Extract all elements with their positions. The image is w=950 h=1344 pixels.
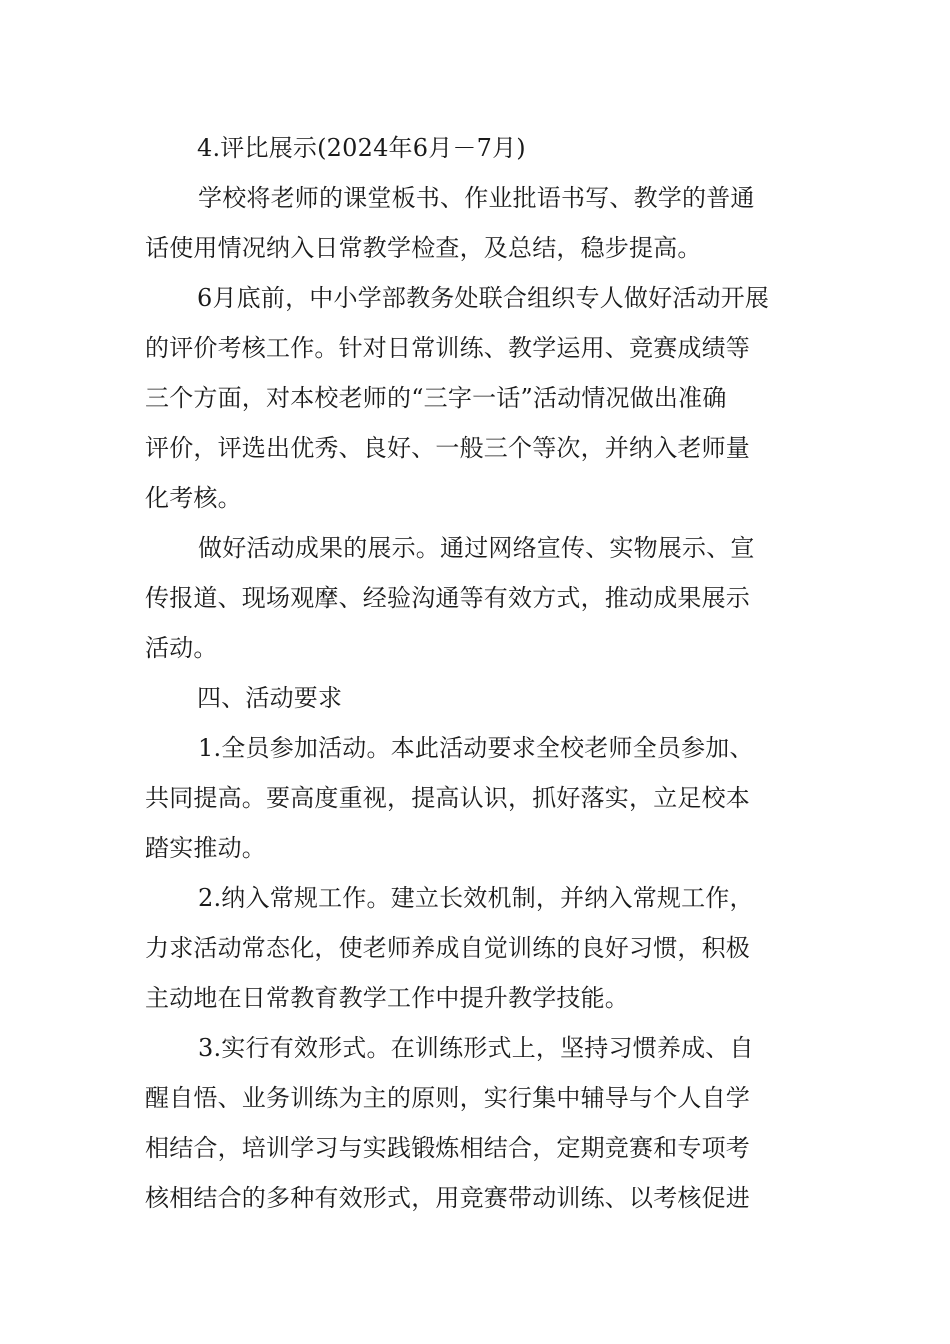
paragraph-line: 学校将老师的课堂板书、作业批语书写、教学的普通 xyxy=(198,184,755,212)
paragraph-line: 评价，评选出优秀、良好、一般三个等次，并纳入老师量 xyxy=(145,434,750,462)
paragraph-line: 三个方面，对本校老师的“三字一话”活动情况做出准确 xyxy=(145,384,727,412)
section-heading-evaluation: 4.评比展示(2024年6月－7月) xyxy=(197,134,526,162)
paragraph-line: 醒自悟、业务训练为主的原则，实行集中辅导与个人自学 xyxy=(145,1084,750,1112)
section-heading-requirements: 四、活动要求 xyxy=(197,684,343,712)
paragraph-line: 核相结合的多种有效形式，用竞赛带动训练、以考核促进 xyxy=(145,1184,750,1212)
paragraph-line: 1.全员参加活动。本此活动要求全校老师全员参加、 xyxy=(198,734,754,762)
paragraph-line: 的评价考核工作。针对日常训练、教学运用、竞赛成绩等 xyxy=(145,334,750,362)
paragraph-line: 传报道、现场观摩、经验沟通等有效方式，推动成果展示 xyxy=(145,584,750,612)
paragraph-line: 2.纳入常规工作。建立长效机制，并纳入常规工作， xyxy=(198,884,754,912)
paragraph-line: 3.实行有效形式。在训练形式上，坚持习惯养成、自 xyxy=(198,1034,754,1062)
paragraph-line: 主动地在日常教育教学工作中提升教学技能。 xyxy=(145,984,629,1012)
paragraph-line: 力求活动常态化，使老师养成自觉训练的良好习惯，积极 xyxy=(145,934,750,962)
paragraph-line: 踏实推动。 xyxy=(145,834,266,862)
paragraph-line: 共同提高。要高度重视，提高认识，抓好落实，立足校本 xyxy=(145,784,750,812)
paragraph-line: 6月底前，中小学部教务处联合组织专人做好活动开展 xyxy=(197,284,770,312)
paragraph-line: 做好活动成果的展示。通过网络宣传、实物展示、宣 xyxy=(198,534,755,562)
paragraph-line: 化考核。 xyxy=(145,484,242,512)
paragraph-line: 相结合，培训学习与实践锻炼相结合，定期竞赛和专项考 xyxy=(145,1134,750,1162)
paragraph-line: 活动。 xyxy=(145,634,218,662)
paragraph-line: 话使用情况纳入日常教学检查，及总结，稳步提高。 xyxy=(145,234,702,262)
